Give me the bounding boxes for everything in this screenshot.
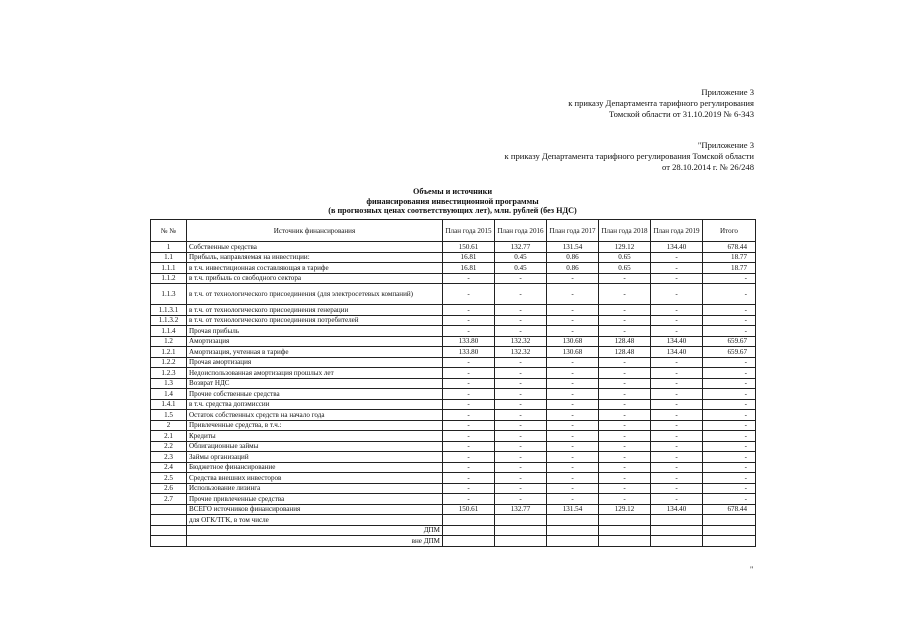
value-2017: - [547,441,599,452]
value-2015 [443,525,495,536]
value-2015 [443,536,495,547]
document-title [150,187,755,216]
value-total: - [703,483,756,494]
value-2019 [651,525,703,536]
table-row [151,452,756,463]
table-row [151,357,756,368]
col-header-2019: План года 2019 [651,220,703,242]
header-previous-line3: от 28.10.2014 г. № 26/248 [662,162,754,172]
row-source: вне ДПМ [187,536,443,547]
header-current-order [568,87,754,120]
table-row [151,399,756,410]
value-2018: - [599,452,651,463]
row-number: 1.4.1 [151,399,187,410]
value-2015: 150.61 [443,242,495,253]
row-number: 1.3 [151,378,187,389]
value-2015: - [443,273,495,284]
table-row [151,420,756,431]
value-2017: - [547,420,599,431]
col-header-2015: План года 2015 [443,220,495,242]
value-2016: 132.32 [495,347,547,358]
table-row [151,347,756,358]
row-source: ДПМ [187,525,443,536]
row-number: 1.2 [151,336,187,347]
closing-quote: " [750,565,754,574]
row-number [151,515,187,526]
header-current-line3: Томской области от 31.10.2019 № 6-343 [609,109,754,119]
table-row [151,494,756,505]
value-2019: 134.40 [651,347,703,358]
value-total: - [703,462,756,473]
value-2015: - [443,420,495,431]
table-body [151,242,756,547]
value-total: - [703,326,756,337]
value-2019: 134.40 [651,504,703,515]
value-2018: - [599,378,651,389]
row-source: Займы организаций [187,452,443,463]
value-total: 659.67 [703,336,756,347]
row-source: для ОГК/ТГК, в том числе [187,515,443,526]
row-number [151,504,187,515]
value-2019: - [651,305,703,316]
value-2017: - [547,410,599,421]
value-2018: - [599,462,651,473]
value-total: - [703,378,756,389]
value-2019: - [651,452,703,463]
table-row [151,368,756,379]
table-row [151,504,756,515]
row-source: Прочие привлеченные средства [187,494,443,505]
value-2016: - [495,305,547,316]
value-total: 18.77 [703,263,756,274]
value-total: 659.67 [703,347,756,358]
row-number: 1.1 [151,252,187,263]
value-2015: - [443,389,495,400]
value-2019 [651,536,703,547]
value-2018: - [599,420,651,431]
row-source: в т.ч. от технологического присоединения (для электросетевых компаний) [187,284,443,305]
value-2017: - [547,368,599,379]
value-2018: 128.48 [599,336,651,347]
value-total: - [703,452,756,463]
value-total: - [703,410,756,421]
value-2019: 134.40 [651,242,703,253]
row-source: Облигационные займы [187,441,443,452]
table-row [151,305,756,316]
value-2017: - [547,462,599,473]
value-2016 [495,525,547,536]
value-2018: 128.48 [599,347,651,358]
row-source: Привлеченные средства, в т.ч.: [187,420,443,431]
table-row [151,242,756,253]
col-header-num: № № [151,220,187,242]
value-2017: - [547,284,599,305]
value-2015: 133.80 [443,347,495,358]
value-2016: 132.32 [495,336,547,347]
value-2017: 0.86 [547,263,599,274]
row-number: 1.1.3 [151,284,187,305]
row-number: 1.2.2 [151,357,187,368]
value-2017: - [547,473,599,484]
value-2016: - [495,284,547,305]
value-2018: 129.12 [599,504,651,515]
value-2015: - [443,483,495,494]
value-2016: - [495,473,547,484]
value-2015: 16.81 [443,252,495,263]
value-2017: 131.54 [547,242,599,253]
value-2019: - [651,263,703,274]
value-2016: 132.77 [495,504,547,515]
table-row [151,336,756,347]
value-2015: - [443,399,495,410]
header-previous-order [505,140,754,173]
value-2015: 133.80 [443,336,495,347]
value-2018: - [599,431,651,442]
row-number: 1.1.4 [151,326,187,337]
value-2015: - [443,305,495,316]
value-2017: - [547,326,599,337]
title-line3: (в прогнозных ценах соответствующих лет), млн. рублей (без НДС) [328,206,577,216]
value-2015: - [443,326,495,337]
value-2017: - [547,273,599,284]
row-number: 1.1.2 [151,273,187,284]
header-previous-line1: "Приложение 3 [697,140,754,150]
value-2019: - [651,378,703,389]
value-2015: - [443,368,495,379]
header-current-line1: Приложение 3 [701,87,754,97]
value-2017: - [547,357,599,368]
value-2015: - [443,410,495,421]
table-row [151,389,756,400]
value-2019: - [651,494,703,505]
value-2019: - [651,284,703,305]
row-source: Прочая прибыль [187,326,443,337]
row-source: Собственные средства [187,242,443,253]
value-2019: - [651,315,703,326]
value-2018: - [599,473,651,484]
value-2016: - [495,483,547,494]
value-total: - [703,494,756,505]
value-2019: - [651,462,703,473]
value-2019: - [651,399,703,410]
title-line1: Объемы и источники [412,187,493,196]
value-total: 678.44 [703,504,756,515]
financing-table [150,219,756,547]
value-2015: - [443,473,495,484]
row-number: 2.2 [151,441,187,452]
value-2018: - [599,399,651,410]
row-number: 1.4 [151,389,187,400]
table-row [151,263,756,274]
value-2019: - [651,441,703,452]
row-number: 2 [151,420,187,431]
value-2019: - [651,389,703,400]
header-current-line2: к приказу Департамента тарифного регулирования [568,98,754,108]
value-total: - [703,284,756,305]
value-2016: 0.45 [495,252,547,263]
value-2017 [547,536,599,547]
title-line2: финансирования инвестиционной программы [366,196,539,206]
value-total: - [703,441,756,452]
value-total: - [703,431,756,442]
value-2018 [599,525,651,536]
value-2017: 0.86 [547,252,599,263]
value-2017: - [547,483,599,494]
table-row [151,252,756,263]
col-header-2018: План года 2018 [599,220,651,242]
table-row [151,473,756,484]
row-source: Средства внешних инвесторов [187,473,443,484]
row-number: 1.2.1 [151,347,187,358]
col-header-2017: План года 2017 [547,220,599,242]
value-2018: - [599,357,651,368]
value-2016: - [495,410,547,421]
value-2016: 0.45 [495,263,547,274]
table-row [151,483,756,494]
row-source: в т.ч. от технологического присоединения генерации [187,305,443,316]
row-source: Прочие собственные средства [187,389,443,400]
value-2018 [599,515,651,526]
table-row [151,536,756,547]
value-2016: - [495,315,547,326]
row-number: 1.1.1 [151,263,187,274]
row-number: 1.1.3.2 [151,315,187,326]
row-source: Амортизация, учтенная в тарифе [187,347,443,358]
value-2015: - [443,315,495,326]
value-2019: - [651,420,703,431]
row-source: Недоиспользованная амортизация прошлых лет [187,368,443,379]
value-total: - [703,399,756,410]
value-2018: - [599,389,651,400]
value-2017: - [547,431,599,442]
value-2018: - [599,368,651,379]
header-previous-line2: к приказу Департамента тарифного регулирования Томской области [504,151,754,161]
value-total: - [703,273,756,284]
row-number: 2.6 [151,483,187,494]
value-2019: - [651,357,703,368]
value-2017: - [547,315,599,326]
value-2015: - [443,452,495,463]
value-total [703,536,756,547]
row-source: Возврат НДС [187,378,443,389]
table-row [151,284,756,305]
row-number: 2.5 [151,473,187,484]
value-2019: - [651,252,703,263]
value-2017: 131.54 [547,504,599,515]
row-source: Прочая амортизация [187,357,443,368]
value-2019: - [651,368,703,379]
value-total: - [703,305,756,316]
table-row [151,315,756,326]
value-2015 [443,515,495,526]
row-source: ВСЕГО источников финансирования [187,504,443,515]
value-2018: 129.12 [599,242,651,253]
value-2015: - [443,494,495,505]
value-2019: - [651,326,703,337]
value-2016 [495,515,547,526]
value-total: 18.77 [703,252,756,263]
value-2018: - [599,494,651,505]
table-row [151,326,756,337]
row-number: 2.7 [151,494,187,505]
col-header-2016: План года 2016 [495,220,547,242]
row-source: в т.ч. прибыль со свободного сектора [187,273,443,284]
value-2017 [547,525,599,536]
value-2019: 134.40 [651,336,703,347]
table-row [151,410,756,421]
value-2018: - [599,410,651,421]
value-2019: - [651,410,703,421]
value-2018: 0.65 [599,263,651,274]
row-number: 2.3 [151,452,187,463]
value-2019 [651,515,703,526]
row-source: Кредиты [187,431,443,442]
value-2016: - [495,431,547,442]
value-2017: - [547,305,599,316]
value-2018: 0.65 [599,252,651,263]
table-row [151,462,756,473]
value-2017 [547,515,599,526]
value-2018: - [599,315,651,326]
value-2015: - [443,441,495,452]
value-2018 [599,536,651,547]
col-header-total: Итого [703,220,756,242]
value-2019: - [651,483,703,494]
row-source: в т.ч. средства допэмиссии [187,399,443,410]
value-2016: - [495,389,547,400]
value-total [703,525,756,536]
value-2016: - [495,441,547,452]
value-2015: 16.81 [443,263,495,274]
value-2017: - [547,389,599,400]
value-total: - [703,420,756,431]
table-row [151,525,756,536]
row-source: Бюджетное финансирование [187,462,443,473]
row-number [151,536,187,547]
value-2018: - [599,305,651,316]
row-number: 1.1.3.1 [151,305,187,316]
value-2015: 150.61 [443,504,495,515]
value-2017: - [547,494,599,505]
row-number: 1.5 [151,410,187,421]
table-row [151,273,756,284]
value-2018: - [599,326,651,337]
table-row [151,515,756,526]
row-source: в т.ч. от технологического присоединения потребителей [187,315,443,326]
value-2019: - [651,273,703,284]
row-number [151,525,187,536]
row-source: Амортизация [187,336,443,347]
value-total: - [703,315,756,326]
value-2016 [495,536,547,547]
value-2016: - [495,326,547,337]
row-number: 2.1 [151,431,187,442]
value-2018: - [599,483,651,494]
value-total: - [703,357,756,368]
value-2017: 130.68 [547,347,599,358]
value-total: 678.44 [703,242,756,253]
row-number: 1 [151,242,187,253]
value-2016: - [495,378,547,389]
value-2018: - [599,441,651,452]
col-header-source: Источник финансирования [187,220,443,242]
value-2015: - [443,462,495,473]
value-2017: 130.68 [547,336,599,347]
row-source: в т.ч. инвестиционная составляющая в тарифе [187,263,443,274]
value-2016: - [495,420,547,431]
value-2016: - [495,494,547,505]
value-2016: - [495,462,547,473]
value-2016: - [495,452,547,463]
table-row [151,378,756,389]
value-2016: - [495,357,547,368]
value-total: - [703,389,756,400]
value-2017: - [547,452,599,463]
value-2015: - [443,357,495,368]
value-total: - [703,368,756,379]
value-2015: - [443,284,495,305]
value-2019: - [651,473,703,484]
row-number: 1.2.3 [151,368,187,379]
value-2017: - [547,378,599,389]
row-source: Использование лизинга [187,483,443,494]
value-2018: - [599,273,651,284]
table-row [151,441,756,452]
table-row [151,431,756,442]
value-total [703,515,756,526]
value-2018: - [599,284,651,305]
row-number: 2.4 [151,462,187,473]
value-2016: - [495,368,547,379]
value-2015: - [443,431,495,442]
row-source: Прибыль, направляемая на инвестиции: [187,252,443,263]
table-header-row [151,220,756,242]
value-total: - [703,473,756,484]
row-source: Остаток собственных средств на начало года [187,410,443,421]
value-2017: - [547,399,599,410]
value-2016: - [495,399,547,410]
value-2015: - [443,378,495,389]
value-2016: - [495,273,547,284]
value-2019: - [651,431,703,442]
value-2016: 132.77 [495,242,547,253]
